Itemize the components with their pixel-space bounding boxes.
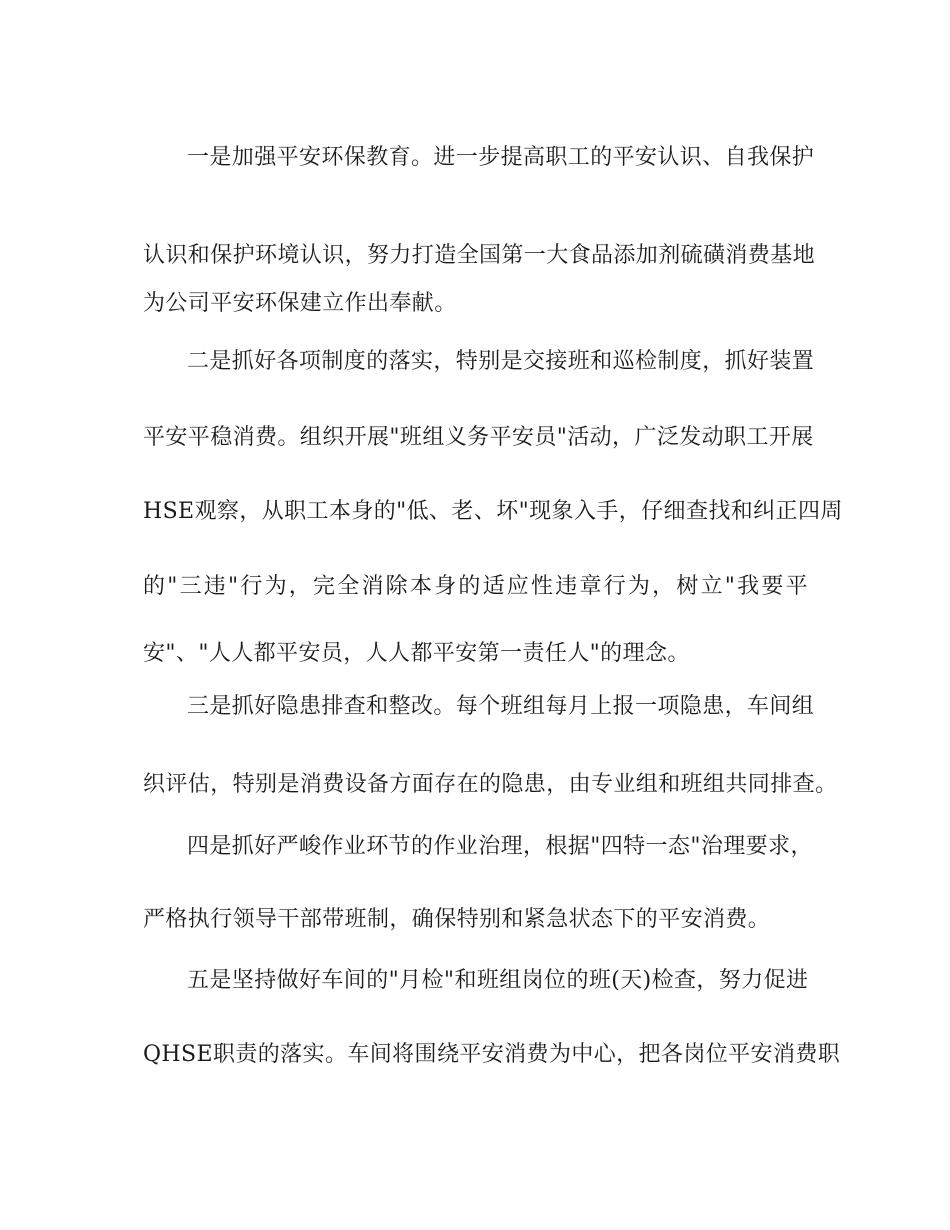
paragraph-1-line-2: 认识和保护环境认识，努力打造全国第一大食品添加剂硫磺消费基地 [143, 243, 816, 268]
paragraph-2-line-2: 平安平稳消费。组织开展"班组义务平安员"活动，广泛发动职工开展 [143, 425, 814, 450]
paragraph-1-line-1: 一是加强平安环保教育。进一步提高职工的平安认识、自我保护 [187, 145, 815, 170]
paragraph-3-line-1: 三是抓好隐患排查和整改。每个班组每月上报一项隐患，车间组 [187, 694, 815, 719]
paragraph-2-line-5: 安"、"人人都平安员，人人都平安第一责任人"的理念。 [143, 641, 690, 666]
paragraph-3-line-2: 织评估，特别是消费设备方面存在的隐患，由专业组和班组共同排查。 [143, 772, 838, 797]
paragraph-1-line-3: 为公司平安环保建立作出奉献。 [143, 291, 457, 316]
paragraph-5-line-2: QHSE职责的落实。车间将围绕平安消费为中心，把各岗位平安消费职 [143, 1042, 841, 1067]
paragraph-2-line-3: HSE观察，从职工本身的"低、老、坏"现象入手，仔细查找和纠正四周 [143, 499, 843, 524]
paragraph-2-line-4: 的"三违"行为，完全消除本身的适应性违章行为，树立"我要平 [143, 574, 808, 599]
paragraph-4-line-1: 四是抓好严峻作业环节的作业治理，根据"四特一态"治理要求， [187, 834, 813, 859]
paragraph-5-line-1: 五是坚持做好车间的"月检"和班组岗位的班(天)检查，努力促进 [187, 968, 809, 993]
paragraph-4-line-2: 严格执行领导干部带班制，确保特别和紧急状态下的平安消费。 [143, 907, 771, 932]
paragraph-2-line-1: 二是抓好各项制度的落实，特别是交接班和巡检制度，抓好装置 [187, 349, 815, 374]
